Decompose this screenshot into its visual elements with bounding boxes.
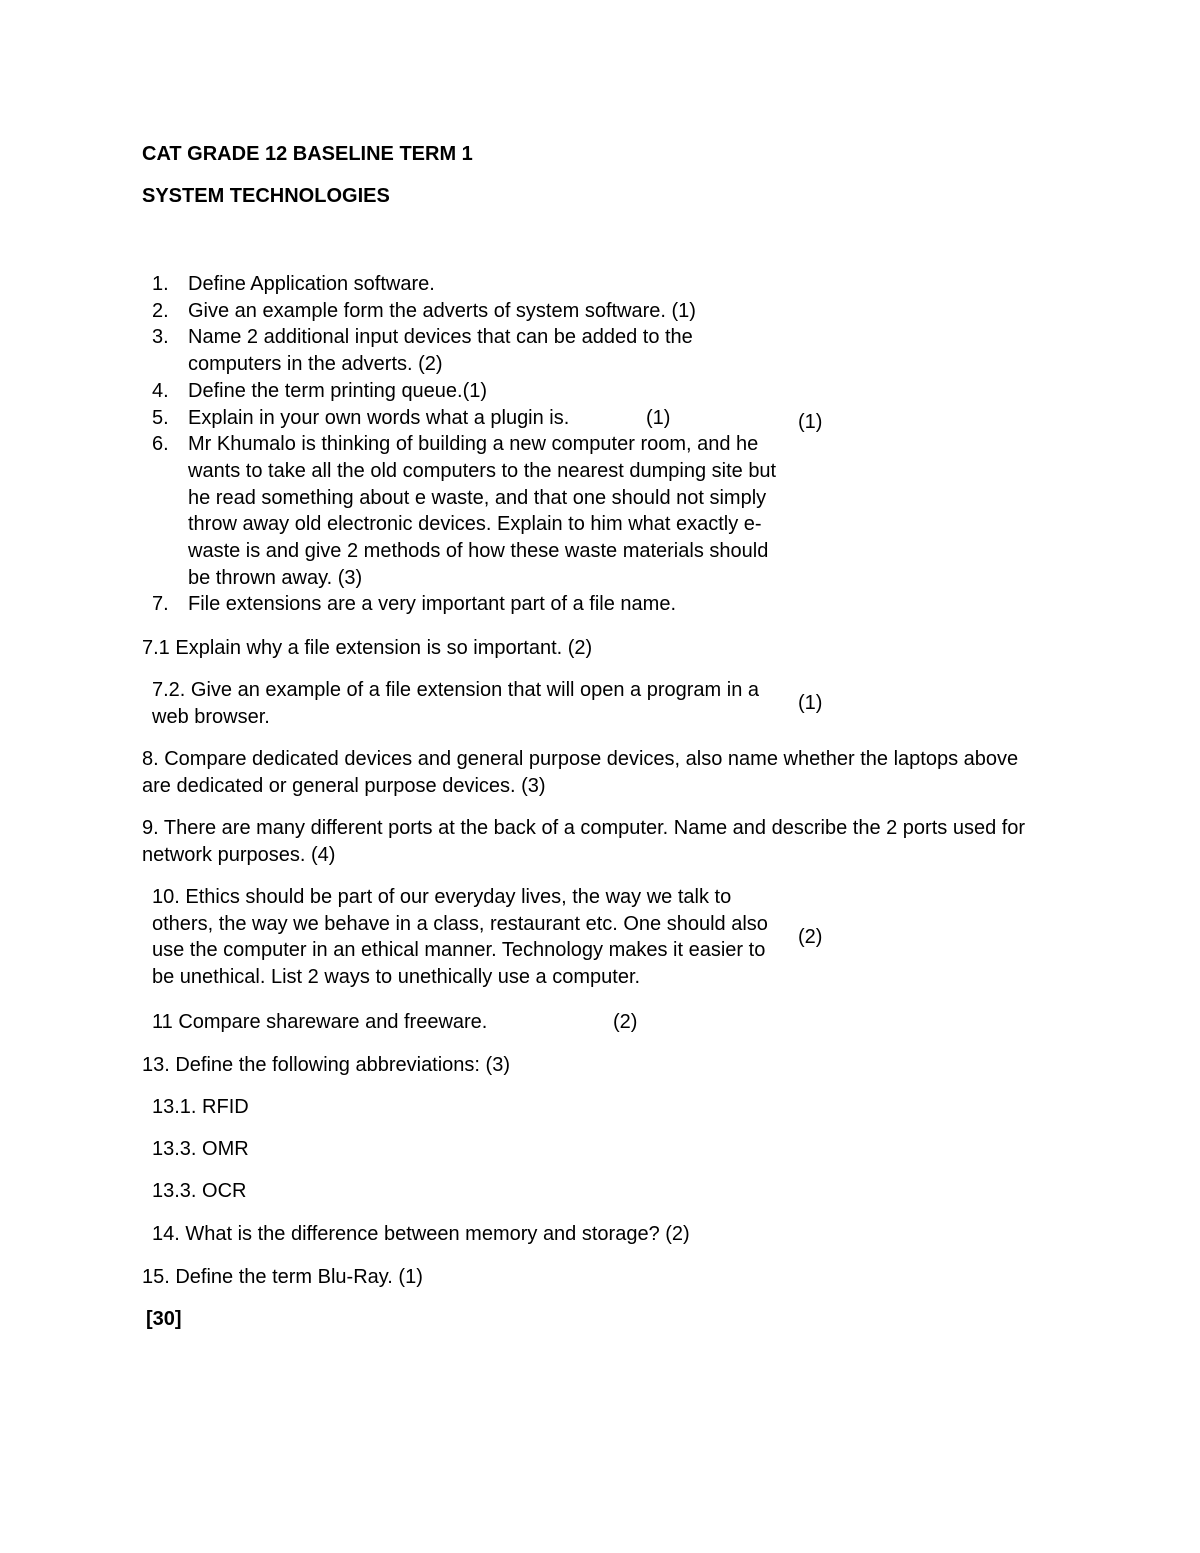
question-15: 15. Define the term Blu-Ray. (1) bbox=[142, 1266, 423, 1288]
list-item bbox=[142, 298, 802, 325]
list-item bbox=[142, 378, 802, 405]
list-text: Mr Khumalo is thinking of building a new computer room, and he wants to take all the old computers to the nearest dumping site but he read something about e waste, and that one should not simply throw away old electronic devices. Explain to him what exactly e-waste is and give 2 methods of how these waste materials should be thrown away. (3) bbox=[188, 433, 777, 589]
question-13: 13. Define the following abbreviations: (3) bbox=[142, 1054, 510, 1076]
document-subtitle: SYSTEM TECHNOLOGIES bbox=[142, 185, 390, 207]
list-number: 3. bbox=[152, 326, 169, 349]
question-7-2-mark: (1) bbox=[798, 692, 823, 714]
question-7-2: 7.2. Give an example of a file extension that will open a program in a web browser. bbox=[152, 679, 760, 728]
list-item bbox=[142, 271, 802, 298]
question-11-mark: (2) bbox=[613, 1011, 638, 1033]
question-13-2: 13.3. OMR bbox=[152, 1138, 249, 1160]
list-text: Explain in your own words what a plugin is. bbox=[188, 406, 570, 429]
question-mark-value: (1) bbox=[646, 406, 671, 429]
list-number: 6. bbox=[152, 433, 169, 456]
list-item bbox=[142, 431, 782, 591]
list-item bbox=[142, 591, 802, 618]
document-title: CAT GRADE 12 BASELINE TERM 1 bbox=[142, 143, 473, 165]
list-number: 2. bbox=[152, 299, 169, 322]
question-10: 10. Ethics should be part of our everyday lives, the way we talk to others, the way we behave in a class, restaurant etc. One should also use the computer in an ethical manner. Technology makes it easier to be unethical. List 2 ways to unethically use a computer. bbox=[152, 886, 768, 989]
list-text: Give an example form the adverts of system software. (1) bbox=[188, 299, 696, 322]
total-marks: [30] bbox=[146, 1308, 182, 1330]
list-number: 4. bbox=[152, 379, 169, 402]
list-item bbox=[142, 405, 802, 432]
question-11: 11 Compare shareware and freeware. bbox=[152, 1011, 488, 1033]
list-text: Define Application software. bbox=[188, 273, 435, 295]
list-item bbox=[142, 324, 748, 377]
question-13-1: 13.1. RFID bbox=[152, 1096, 249, 1118]
question-13-3: 13.3. OCR bbox=[152, 1180, 247, 1202]
list-number: 7. bbox=[152, 593, 169, 616]
question-8: 8. Compare dedicated devices and general purpose devices, also name whether the laptops above are dedicated or general purpose devices. (3) bbox=[142, 748, 1019, 797]
question-list bbox=[142, 271, 802, 618]
question-14: 14. What is the difference between memory and storage? (2) bbox=[152, 1223, 690, 1245]
side-mark: (1) bbox=[798, 411, 823, 433]
question-9: 9. There are many different ports at the back of a computer. Name and describe the 2 ports used for network purposes. (4) bbox=[142, 817, 1026, 866]
list-text: File extensions are a very important part of a file name. bbox=[188, 593, 677, 616]
list-text: Define the term printing queue.(1) bbox=[188, 379, 488, 402]
list-text: Name 2 additional input devices that can be added to the computers in the adverts. (2) bbox=[188, 326, 693, 376]
question-7-1: 7.1 Explain why a file extension is so important. (2) bbox=[142, 637, 593, 659]
list-number: 1. bbox=[152, 273, 169, 295]
question-10-mark: (2) bbox=[798, 926, 823, 948]
list-number: 5. bbox=[152, 406, 169, 429]
